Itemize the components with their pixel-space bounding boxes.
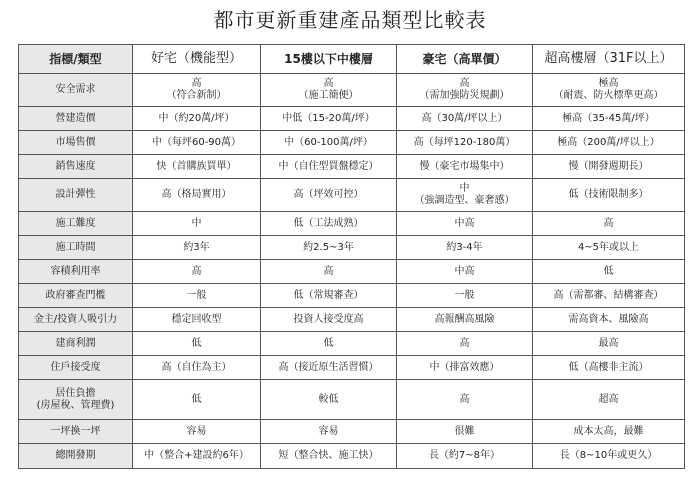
comparison-table [18, 44, 685, 469]
cell-text: 低（工法成熟） [293, 217, 364, 229]
cell-text: 低 [191, 393, 202, 405]
table-cell [133, 284, 261, 308]
table-cell [397, 74, 533, 107]
table-row [19, 107, 685, 131]
cell-text: 約3-4年 [446, 241, 483, 253]
table-row [19, 236, 685, 260]
table-cell [397, 179, 533, 212]
cell-text: 一般 [454, 289, 475, 301]
table-cell [261, 155, 397, 179]
table-cell [533, 380, 685, 420]
cell-text: 高（接近原生活習慣） [278, 361, 379, 373]
table-cell [397, 332, 533, 356]
table-cell [397, 356, 533, 380]
table-row [19, 131, 685, 155]
table-row [19, 212, 685, 236]
table-cell [261, 444, 397, 469]
cell-text: （施工簡便） [298, 90, 359, 101]
table-cell [397, 107, 533, 131]
table-cell [133, 107, 261, 131]
table-cell [397, 420, 533, 444]
row-label: 住戶接受度 [19, 356, 133, 380]
cell-text: 最高 [598, 337, 619, 349]
table-cell [397, 131, 533, 155]
table-cell [533, 131, 685, 155]
cell-text: 低（高樓非主流） [568, 361, 649, 373]
cell-text: 中高 [454, 217, 475, 229]
table-cell [261, 332, 397, 356]
header-cell-indicator: 指標/類型 [19, 45, 133, 74]
table-cell [533, 212, 685, 236]
cell-text: 高 [191, 78, 202, 89]
row-label: 一坪換一坪 [19, 420, 133, 444]
row-label: 銷售速度 [19, 155, 133, 179]
table-row [19, 74, 685, 107]
row-label: 建商利潤 [19, 332, 133, 356]
cell-text: 高（每坪120-180萬） [413, 136, 516, 148]
row-label: 居住負擔 (房屋稅、管理費) [19, 380, 133, 420]
table-cell [397, 308, 533, 332]
row-label: 總開發期 [19, 444, 133, 469]
table-cell [133, 74, 261, 107]
table-header-row [19, 45, 685, 74]
table-cell [133, 155, 261, 179]
row-label: 政府審查門檻 [19, 284, 133, 308]
table-cell [133, 308, 261, 332]
cell-text: 高（需都審、結構審查） [553, 289, 664, 301]
table-cell [133, 179, 261, 212]
cell-text: 中低（15-20萬/坪） [282, 112, 375, 124]
table-cell [133, 260, 261, 284]
row-label: 施工難度 [19, 212, 133, 236]
table-cell [133, 356, 261, 380]
table-cell [397, 155, 533, 179]
cell-text: （需加強防災規劃） [419, 90, 510, 101]
cell-text: 高（30萬/坪以上） [421, 112, 508, 124]
table-cell [533, 74, 685, 107]
cell-text: 高（坪效可控） [293, 189, 364, 200]
table-row [19, 332, 685, 356]
cell-text: 超高 [598, 393, 619, 405]
cell-text: 高報酬高風險 [434, 313, 495, 325]
table-cell [261, 74, 397, 107]
table-row [19, 308, 685, 332]
table-row [19, 420, 685, 444]
cell-text: 低 [191, 337, 202, 349]
header-cell-mid-rise: 15樓以下中樓層 [261, 45, 397, 74]
cell-text: 極高（35-45萬/坪） [562, 112, 655, 124]
cell-text: 長（8~10年或更久） [559, 450, 658, 461]
cell-text: 長（約7~8年） [428, 450, 501, 461]
header-cell-super-high-rise: 超高樓層（31F以上） [533, 45, 685, 74]
cell-text: 一般 [186, 289, 207, 301]
table-cell [261, 236, 397, 260]
cell-text: 極高（200萬/坪以上） [557, 136, 660, 148]
cell-text: 較低 [318, 393, 339, 405]
table-row [19, 179, 685, 212]
table-row [19, 444, 685, 469]
cell-text: 中高 [454, 265, 475, 277]
table-cell [397, 260, 533, 284]
cell-text: 需高資本、風險高 [568, 313, 649, 325]
table-cell [133, 131, 261, 155]
cell-text: 快（首購族買單） [156, 160, 237, 172]
cell-text: 短（整合快、施工快） [278, 450, 379, 461]
table-cell [261, 308, 397, 332]
cell-text: 中（自住型買盤穩定） [278, 160, 379, 172]
cell-text: 中 [191, 217, 202, 229]
cell-text: （強調造型、豪奢感） [414, 195, 515, 206]
row-label: 營建造價 [19, 107, 133, 131]
cell-text: 高 [459, 393, 470, 405]
table-cell [533, 179, 685, 212]
table-row [19, 284, 685, 308]
table-cell [133, 332, 261, 356]
table-cell [533, 236, 685, 260]
cell-text: 成本太高，最難 [573, 425, 644, 437]
header-cell-luxury: 豪宅（高單價） [397, 45, 533, 74]
table-cell [133, 236, 261, 260]
cell-text: 高（自住為主） [161, 361, 232, 373]
table-cell [261, 131, 397, 155]
table-cell [533, 260, 685, 284]
cell-text: （耐震、防火標準更高） [553, 90, 664, 101]
cell-text: （符合新制） [166, 90, 227, 101]
cell-text: 高（格局實用） [161, 189, 232, 200]
cell-text: 低（技術限制多） [568, 189, 649, 200]
table-cell [133, 444, 261, 469]
cell-text: 極高 [598, 78, 619, 89]
page-title: 都市更新重建產品類型比較表 [213, 8, 487, 32]
table-cell [397, 236, 533, 260]
cell-text: 低 [323, 337, 334, 349]
table-cell [133, 380, 261, 420]
table-cell [261, 284, 397, 308]
table-cell [261, 260, 397, 284]
cell-text: 容易 [186, 425, 207, 437]
cell-text: 高 [191, 265, 202, 277]
table-cell [397, 444, 533, 469]
table-cell [133, 212, 261, 236]
cell-text: 4~5年或以上 [577, 241, 640, 253]
cell-text: 低（常規審查） [293, 289, 364, 301]
cell-text: 中（約20萬/坪） [158, 112, 235, 124]
cell-text: 很難 [454, 425, 475, 437]
table-row [19, 155, 685, 179]
cell-text: 中（整合+建設約6年） [144, 450, 249, 461]
table-cell [533, 420, 685, 444]
table-cell [533, 308, 685, 332]
table-cell [397, 380, 533, 420]
table-cell [261, 212, 397, 236]
table-cell [261, 380, 397, 420]
cell-text: 中（60-100萬/坪） [284, 136, 373, 148]
header-cell-functional-home: 好宅（機能型） [133, 45, 261, 74]
cell-text: 高 [459, 78, 470, 89]
row-label: 容積利用率 [19, 260, 133, 284]
cell-text: 中（每坪60-90萬） [151, 136, 242, 148]
cell-text: 約3年 [183, 241, 210, 253]
table-cell [533, 107, 685, 131]
table-row [19, 356, 685, 380]
cell-text: 慢（開發週期長） [568, 160, 649, 172]
cell-text: 約2.5~3年 [303, 241, 354, 253]
table-cell [133, 420, 261, 444]
cell-text: 高 [603, 217, 614, 229]
row-label: 安全需求 [19, 74, 133, 107]
table-cell [261, 179, 397, 212]
table-cell [397, 212, 533, 236]
cell-text: 中 [459, 183, 470, 194]
cell-text: 高 [323, 78, 334, 89]
table-cell [261, 420, 397, 444]
row-label: 施工時間 [19, 236, 133, 260]
table-cell [261, 356, 397, 380]
cell-text: 中（排富效應） [429, 361, 500, 373]
table-cell [533, 332, 685, 356]
table-row [19, 260, 685, 284]
table-cell [397, 284, 533, 308]
row-label: 金主/投資人吸引力 [19, 308, 133, 332]
table-cell [261, 107, 397, 131]
table-cell [533, 155, 685, 179]
table-row [19, 380, 685, 420]
cell-text: 慢（豪宅市場集中） [419, 160, 510, 172]
table-cell [533, 356, 685, 380]
cell-text: 投資人接受度高 [293, 313, 364, 325]
cell-text: 低 [603, 265, 614, 277]
cell-text: 穩定回收型 [171, 313, 222, 325]
cell-text: 高 [459, 337, 470, 349]
cell-text: 容易 [318, 425, 339, 437]
row-label: 設計彈性 [19, 179, 133, 212]
cell-text: 高 [323, 265, 334, 277]
table-cell [533, 284, 685, 308]
row-label: 市場售價 [19, 131, 133, 155]
table-cell [533, 444, 685, 469]
